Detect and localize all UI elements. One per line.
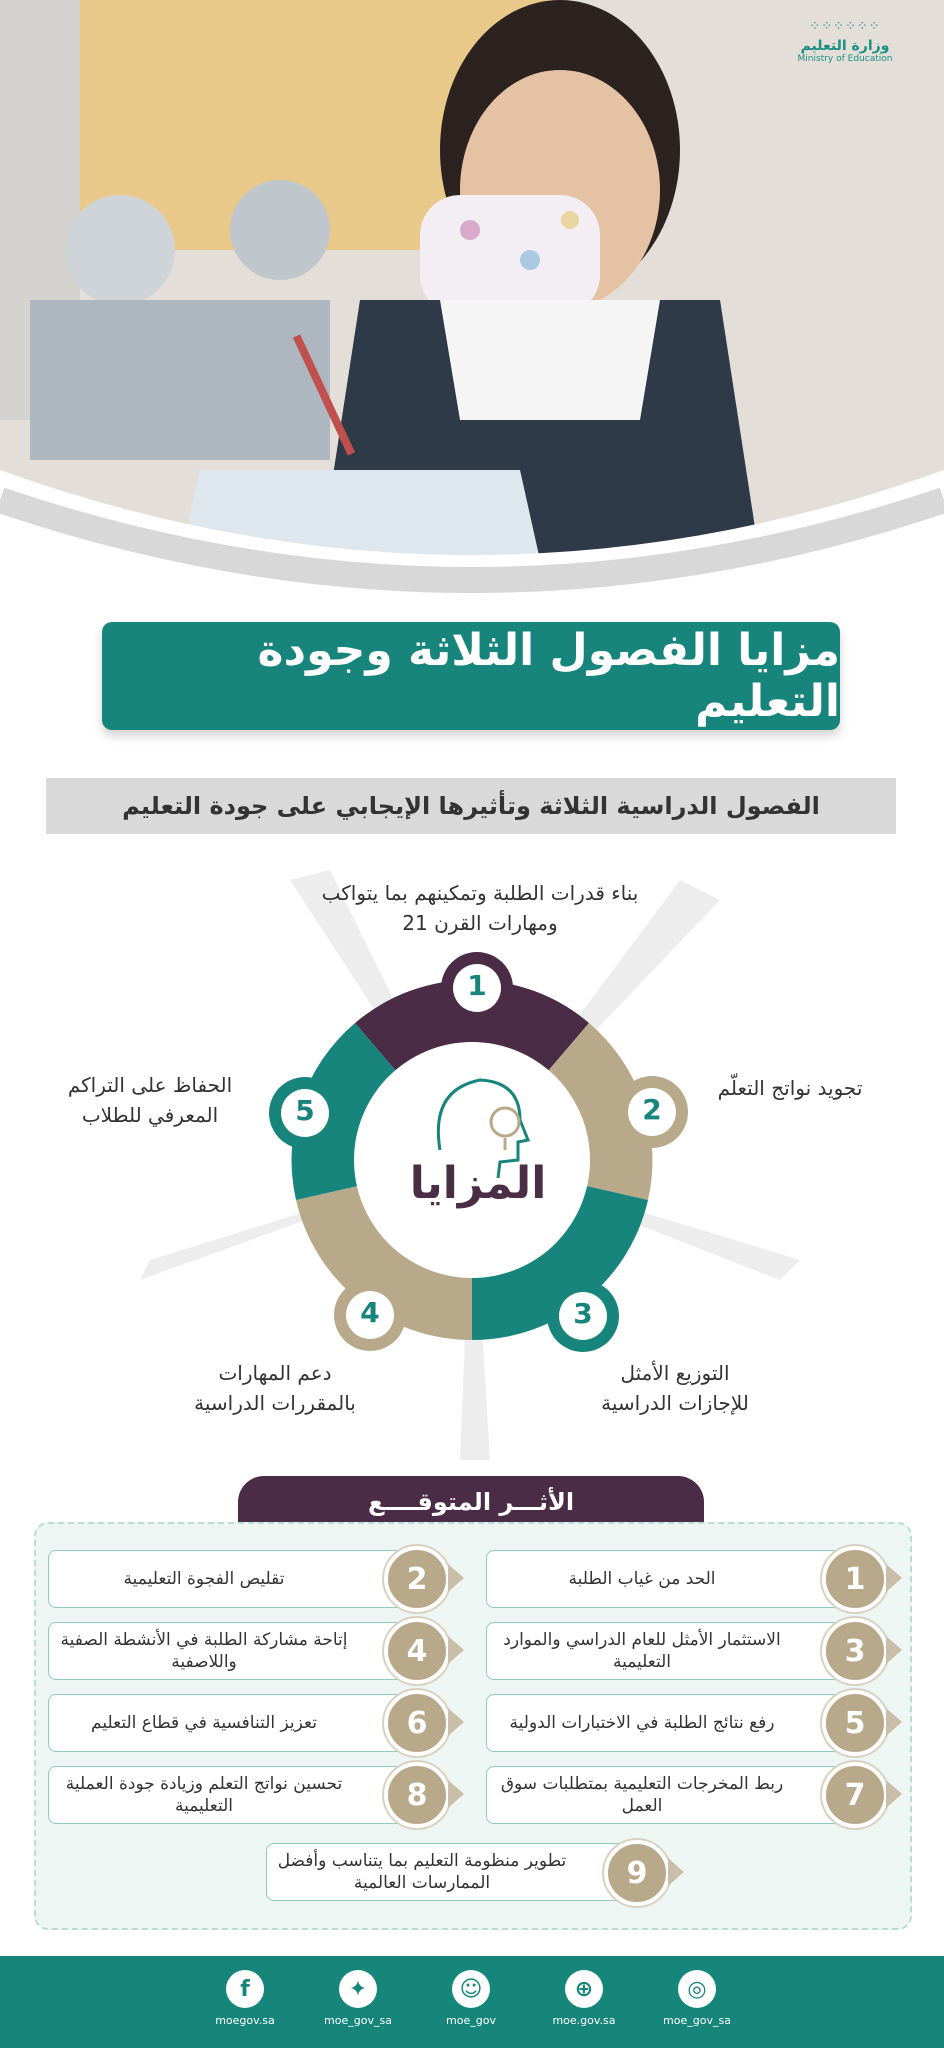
- impact-badge-5: 5: [822, 1690, 888, 1756]
- social-label-snapchat: moe_gov: [446, 2014, 496, 2027]
- impact-title: الأثـــر المتوقــــع: [238, 1476, 704, 1528]
- impact-item-5: [486, 1694, 858, 1752]
- benefit-num-1: 1: [467, 969, 487, 1002]
- impact-badge-6: 6: [384, 1690, 450, 1756]
- benefit-num-3: 3: [573, 1297, 593, 1330]
- benefit-text-1: بناء قدرات الطلبة وتمكينهم بما يتواكب ومهارات القرن 21: [321, 881, 639, 935]
- benefit-text-2: تجويد نواتج التعلّم: [717, 1076, 863, 1100]
- impact-badge-7: 7: [822, 1762, 888, 1828]
- benefit-text-5: الحفاظ على التراكم المعرفي للطلاب: [67, 1073, 233, 1127]
- impact-item-2: [48, 1550, 420, 1608]
- social-label-website: moe.gov.sa: [552, 2014, 616, 2027]
- impact-item-4: [48, 1622, 420, 1680]
- benefit-num-2: 2: [642, 1093, 662, 1126]
- snapchat-icon: ☺: [452, 1970, 490, 2008]
- impact-item-7: [486, 1766, 858, 1824]
- twitter-icon: ✦: [339, 1970, 377, 2008]
- benefit-text-3: التوزيع الأمثل للإجازات الدراسية: [601, 1361, 749, 1415]
- social-facebook[interactable]: [190, 1970, 300, 2027]
- social-label-twitter: moe_gov_sa: [324, 2014, 392, 2027]
- page-title: مزايا الفصول الثلاثة وجودة التعليم: [102, 622, 840, 730]
- impact-item-9: [266, 1843, 638, 1901]
- ministry-logo: [770, 19, 920, 64]
- instagram-icon: ◎: [678, 1970, 716, 2008]
- web-icon: ⊕: [565, 1970, 603, 2008]
- center-label: المزايا: [409, 1158, 547, 1209]
- impact-item-8: [48, 1766, 420, 1824]
- social-instagram[interactable]: [642, 1970, 752, 2027]
- social-label-facebook: moegov.sa: [215, 2014, 275, 2027]
- social-label-instagram: moe_gov_sa: [663, 2014, 731, 2027]
- social-twitter[interactable]: [303, 1970, 413, 2027]
- impact-text-8: تحسين نواتج التعلم وزيادة جودة العملية التعليمية: [65, 1774, 343, 1816]
- impact-text-3: الاستثمار الأمثل للعام الدراسي والموارد التعليمية: [503, 1630, 781, 1672]
- section-subtitle: الفصول الدراسية الثلاثة وتأثيرها الإيجابي على جودة التعليم: [46, 778, 896, 834]
- impact-badge-4: 4: [384, 1618, 450, 1684]
- impact-badge-1: 1: [822, 1546, 888, 1612]
- social-snapchat[interactable]: [416, 1970, 526, 2027]
- impact-item-1: [486, 1550, 858, 1608]
- impact-badge-3: 3: [822, 1618, 888, 1684]
- impact-item-6: [48, 1694, 420, 1752]
- benefit-num-4: 4: [360, 1296, 380, 1329]
- impact-text-1: الحد من غياب الطلبة: [568, 1569, 716, 1589]
- logo-text-ar: وزارة التعليم: [800, 38, 890, 54]
- logo-text-en: Ministry of Education: [797, 54, 893, 64]
- logo-dots-icon: ⁘⁘⁘⁘⁘⁘: [809, 19, 881, 34]
- impact-badge-2: 2: [384, 1546, 450, 1612]
- social-website[interactable]: [529, 1970, 639, 2027]
- impact-text-5: رفع نتائج الطلبة في الاختبارات الدولية: [509, 1713, 775, 1733]
- impact-text-2: تقليص الفجوة التعليمية: [123, 1569, 285, 1589]
- impact-text-9: تطوير منظومة التعليم بما يتناسب وأفضل الممارسات العالمية: [277, 1851, 567, 1893]
- benefit-num-5: 5: [295, 1094, 315, 1127]
- impact-text-7: ربط المخرجات التعليمية بمتطلبات سوق العمل: [500, 1774, 784, 1816]
- facebook-icon: f: [226, 1970, 264, 2008]
- impact-text-6: تعزيز التنافسية في قطاع التعليم: [91, 1713, 317, 1733]
- impact-text-4: إتاحة مشاركة الطلبة في الأنشطة الصفية واللاصفية: [60, 1630, 348, 1672]
- impact-badge-9: 9: [604, 1840, 670, 1906]
- hero-photo: [0, 0, 944, 640]
- impact-item-3: [486, 1622, 858, 1680]
- benefit-text-4: دعم المهارات بالمقررات الدراسية: [194, 1361, 356, 1415]
- impact-badge-8: 8: [384, 1762, 450, 1828]
